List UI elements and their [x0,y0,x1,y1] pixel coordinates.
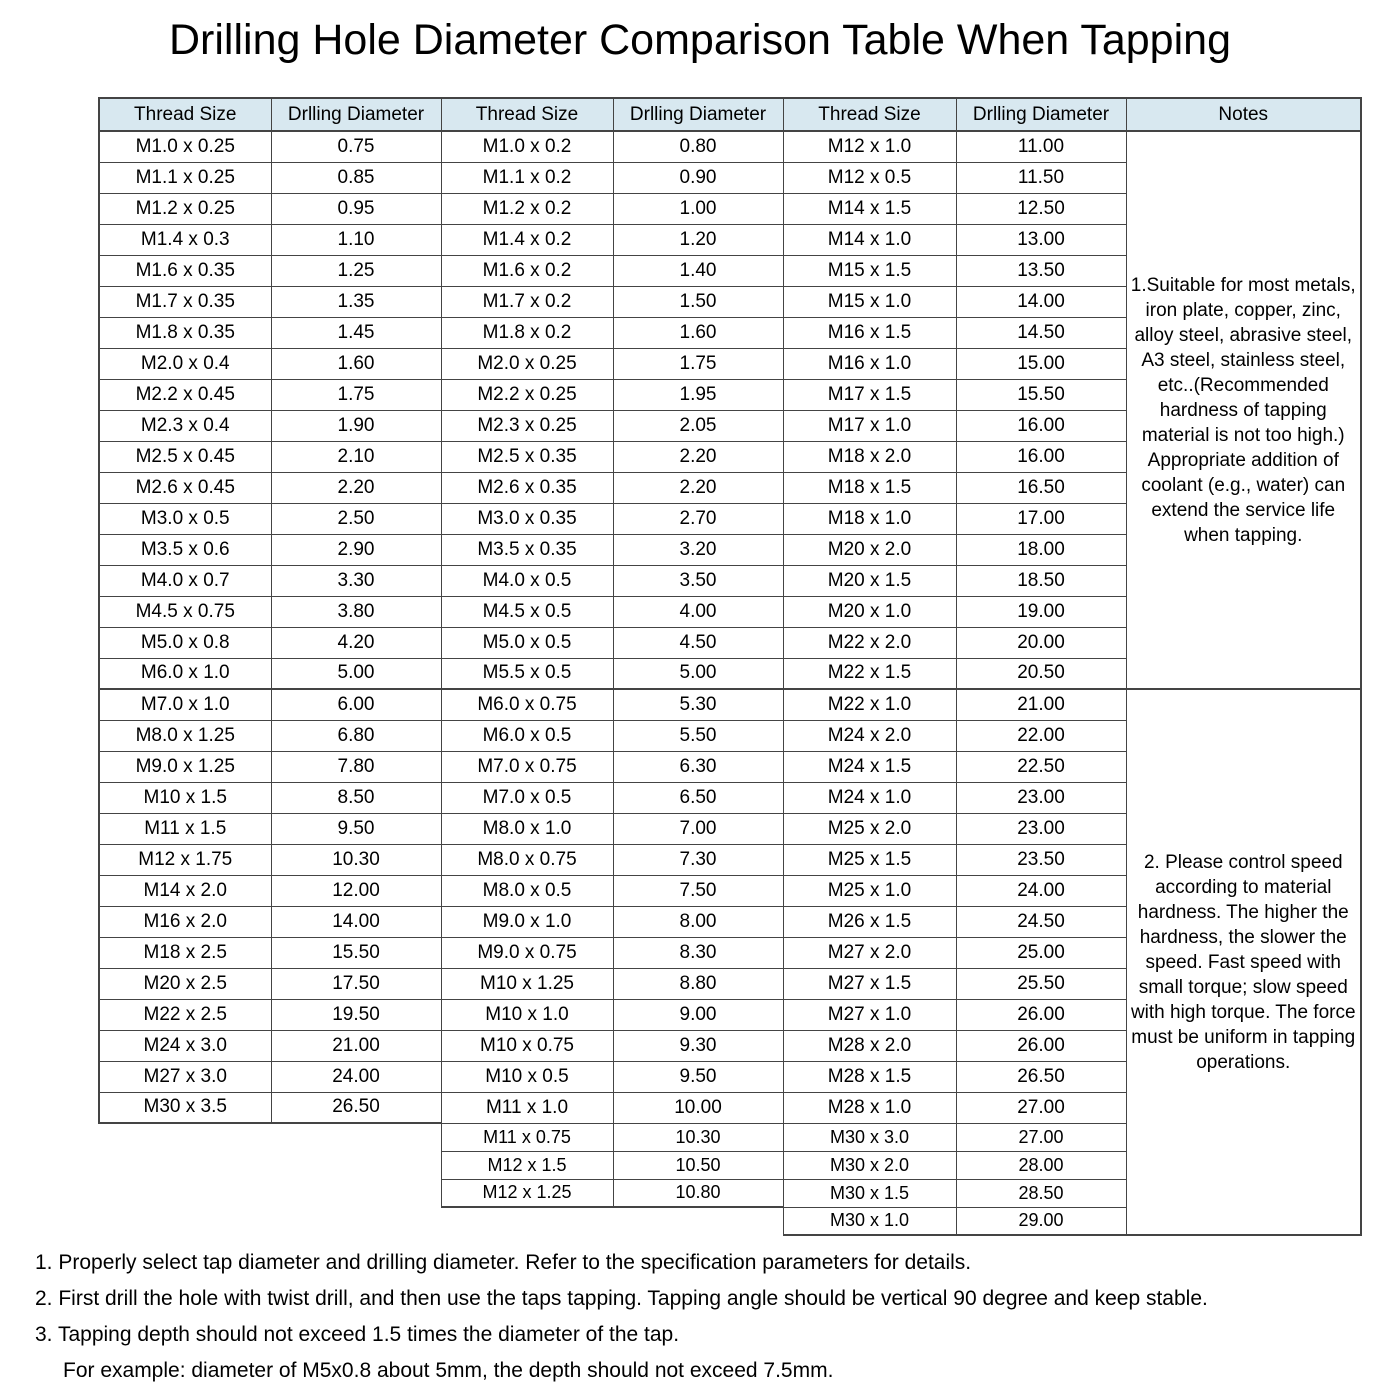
drilling-diameter-cell: 5.00 [613,658,783,689]
thread-size-cell: M1.7 x 0.35 [99,286,271,317]
column-header-thread-size-2: Thread Size [441,98,613,131]
drilling-diameter-cell: 1.00 [613,193,783,224]
footer-notes [35,1252,1375,1396]
drilling-diameter-cell: 1.25 [271,255,441,286]
drilling-diameter-cell: 14.50 [956,317,1126,348]
column-header-drilling-diameter-3: Drlling Diameter [956,98,1126,131]
column-header-notes: Notes [1126,98,1361,131]
thread-size-cell: M4.5 x 0.75 [99,596,271,627]
thread-size-cell: M25 x 1.0 [783,875,956,906]
drilling-diameter-cell: 19.50 [271,999,441,1030]
empty-cell [99,1123,271,1151]
drilling-diameter-cell: 4.50 [613,627,783,658]
thread-size-cell: M3.5 x 0.35 [441,534,613,565]
empty-cell [99,1207,271,1235]
drilling-diameter-cell: 26.50 [956,1061,1126,1092]
drilling-diameter-cell: 0.95 [271,193,441,224]
thread-size-cell: M10 x 1.0 [441,999,613,1030]
drilling-diameter-cell: 27.00 [956,1123,1126,1151]
drilling-diameter-cell: 16.00 [956,410,1126,441]
empty-cell [99,1179,271,1207]
thread-size-cell: M10 x 0.5 [441,1061,613,1092]
footer-note-3: 3. Tapping depth should not exceed 1.5 times the diameter of the tap. [35,1323,680,1346]
drilling-diameter-cell: 13.50 [956,255,1126,286]
column-header-drilling-diameter-1: Drlling Diameter [271,98,441,131]
thread-size-cell: M16 x 1.5 [783,317,956,348]
drilling-diameter-cell: 11.50 [956,162,1126,193]
notes-cell: 1.Suitable for most metals, iron plate, copper, zinc, alloy steel, abrasive steel, A3 steel, stainless steel, etc..(Recommended hardness of tapping material is not too high.) Appropriate addition of coolant (e.g., water) can extend the service life when tapping. [1126,131,1361,689]
thread-size-cell: M22 x 1.5 [783,658,956,689]
thread-size-cell: M18 x 1.0 [783,503,956,534]
thread-size-cell: M2.3 x 0.4 [99,410,271,441]
thread-size-cell: M14 x 1.5 [783,193,956,224]
drilling-diameter-cell: 10.50 [613,1151,783,1179]
drilling-diameter-cell: 4.20 [271,627,441,658]
thread-size-cell: M1.6 x 0.2 [441,255,613,286]
drilling-diameter-cell: 2.20 [613,472,783,503]
drilling-diameter-cell: 27.00 [956,1092,1126,1123]
thread-size-cell: M1.2 x 0.25 [99,193,271,224]
drilling-diameter-cell: 10.80 [613,1179,783,1207]
drilling-diameter-cell: 23.50 [956,844,1126,875]
table-row [99,131,1361,162]
thread-size-cell: M1.6 x 0.35 [99,255,271,286]
thread-size-cell: M9.0 x 1.25 [99,751,271,782]
drilling-diameter-cell: 21.00 [956,689,1126,720]
thread-size-cell: M4.0 x 0.5 [441,565,613,596]
column-header-thread-size-1: Thread Size [99,98,271,131]
empty-cell [271,1151,441,1179]
thread-size-cell: M2.3 x 0.25 [441,410,613,441]
drilling-diameter-cell: 1.60 [613,317,783,348]
thread-size-cell: M10 x 1.25 [441,968,613,999]
drilling-diameter-cell: 1.35 [271,286,441,317]
drilling-table [98,97,1362,1236]
thread-size-cell: M12 x 1.75 [99,844,271,875]
thread-size-cell: M7.0 x 1.0 [99,689,271,720]
thread-size-cell: M28 x 2.0 [783,1030,956,1061]
page-title: Drilling Hole Diameter Comparison Table When Tapping [169,16,1231,64]
thread-size-cell: M1.0 x 0.25 [99,131,271,162]
drilling-diameter-cell: 3.50 [613,565,783,596]
drilling-diameter-cell: 10.30 [613,1123,783,1151]
thread-size-cell: M2.0 x 0.4 [99,348,271,379]
drilling-diameter-cell: 8.80 [613,968,783,999]
footer-note-3-example: For example: diameter of M5x0.8 about 5mm, the depth should not exceed 7.5mm. [63,1359,834,1382]
thread-size-cell: M18 x 2.0 [783,441,956,472]
column-header-thread-size-3: Thread Size [783,98,956,131]
thread-size-cell: M1.2 x 0.2 [441,193,613,224]
drilling-diameter-cell: 23.00 [956,782,1126,813]
thread-size-cell: M10 x 0.75 [441,1030,613,1061]
drilling-diameter-cell: 1.75 [271,379,441,410]
thread-size-cell: M18 x 1.5 [783,472,956,503]
footer-note-1: 1. Properly select tap diameter and drilling diameter. Refer to the specification parameters for details. [35,1251,972,1274]
thread-size-cell: M1.7 x 0.2 [441,286,613,317]
thread-size-cell: M22 x 2.5 [99,999,271,1030]
thread-size-cell: M16 x 2.0 [99,906,271,937]
drilling-diameter-cell: 21.00 [271,1030,441,1061]
thread-size-cell: M1.1 x 0.2 [441,162,613,193]
thread-size-cell: M22 x 1.0 [783,689,956,720]
drilling-diameter-cell: 6.50 [613,782,783,813]
drilling-diameter-cell: 3.20 [613,534,783,565]
thread-size-cell: M14 x 2.0 [99,875,271,906]
thread-size-cell: M30 x 3.0 [783,1123,956,1151]
thread-size-cell: M3.0 x 0.5 [99,503,271,534]
drilling-diameter-cell: 22.50 [956,751,1126,782]
thread-size-cell: M8.0 x 1.25 [99,720,271,751]
thread-size-cell: M1.4 x 0.3 [99,224,271,255]
thread-size-cell: M7.0 x 0.5 [441,782,613,813]
drilling-diameter-cell: 25.00 [956,937,1126,968]
drilling-diameter-cell: 20.50 [956,658,1126,689]
thread-size-cell: M27 x 1.5 [783,968,956,999]
drilling-diameter-cell: 2.20 [271,472,441,503]
drilling-diameter-cell: 2.50 [271,503,441,534]
empty-cell [613,1207,783,1235]
drilling-diameter-cell: 8.50 [271,782,441,813]
drilling-diameter-cell: 18.00 [956,534,1126,565]
thread-size-cell: M9.0 x 1.0 [441,906,613,937]
thread-size-cell: M8.0 x 0.75 [441,844,613,875]
drilling-diameter-cell: 6.30 [613,751,783,782]
footer-note-2: 2. First drill the hole with twist drill, and then use the taps tapping. Tapping angle should be vertical 90 degree and keep stable. [35,1287,1208,1310]
thread-size-cell: M27 x 3.0 [99,1061,271,1092]
drilling-diameter-cell: 22.00 [956,720,1126,751]
drilling-diameter-cell: 12.50 [956,193,1126,224]
drilling-diameter-cell: 1.45 [271,317,441,348]
drilling-diameter-cell: 24.00 [271,1061,441,1092]
thread-size-cell: M1.0 x 0.2 [441,131,613,162]
drilling-diameter-cell: 13.00 [956,224,1126,255]
drilling-diameter-cell: 15.50 [956,379,1126,410]
drilling-diameter-cell: 0.90 [613,162,783,193]
thread-size-cell: M28 x 1.0 [783,1092,956,1123]
thread-size-cell: M25 x 2.0 [783,813,956,844]
thread-size-cell: M11 x 1.0 [441,1092,613,1123]
empty-cell [99,1151,271,1179]
drilling-diameter-cell: 2.20 [613,441,783,472]
thread-size-cell: M1.4 x 0.2 [441,224,613,255]
drilling-diameter-cell: 29.00 [956,1207,1126,1235]
drilling-diameter-cell: 15.00 [956,348,1126,379]
drilling-diameter-cell: 26.00 [956,1030,1126,1061]
drilling-diameter-cell: 12.00 [271,875,441,906]
drilling-diameter-cell: 28.50 [956,1179,1126,1207]
thread-size-cell: M17 x 1.0 [783,410,956,441]
column-header-drilling-diameter-2: Drlling Diameter [613,98,783,131]
drilling-diameter-cell: 17.00 [956,503,1126,534]
drilling-diameter-cell: 1.10 [271,224,441,255]
empty-cell [271,1179,441,1207]
table-row [99,689,1361,720]
thread-size-cell: M15 x 1.5 [783,255,956,286]
drilling-diameter-cell: 28.00 [956,1151,1126,1179]
thread-size-cell: M2.2 x 0.25 [441,379,613,410]
drilling-diameter-cell: 20.00 [956,627,1126,658]
drilling-diameter-cell: 9.50 [613,1061,783,1092]
drilling-diameter-cell: 9.30 [613,1030,783,1061]
drilling-diameter-cell: 14.00 [271,906,441,937]
thread-size-cell: M11 x 1.5 [99,813,271,844]
thread-size-cell: M2.5 x 0.45 [99,441,271,472]
drilling-diameter-cell: 16.00 [956,441,1126,472]
thread-size-cell: M5.0 x 0.5 [441,627,613,658]
thread-size-cell: M8.0 x 0.5 [441,875,613,906]
drilling-diameter-cell: 7.80 [271,751,441,782]
drilling-diameter-cell: 1.75 [613,348,783,379]
thread-size-cell: M12 x 1.0 [783,131,956,162]
drilling-diameter-cell: 5.00 [271,658,441,689]
thread-size-cell: M12 x 1.5 [441,1151,613,1179]
drilling-diameter-cell: 1.50 [613,286,783,317]
thread-size-cell: M3.0 x 0.35 [441,503,613,534]
drilling-diameter-cell: 3.30 [271,565,441,596]
drilling-diameter-cell: 10.00 [613,1092,783,1123]
drilling-diameter-cell: 2.70 [613,503,783,534]
thread-size-cell: M11 x 0.75 [441,1123,613,1151]
drilling-diameter-cell: 1.40 [613,255,783,286]
thread-size-cell: M18 x 2.5 [99,937,271,968]
drilling-diameter-cell: 18.50 [956,565,1126,596]
thread-size-cell: M8.0 x 1.0 [441,813,613,844]
thread-size-cell: M12 x 1.25 [441,1179,613,1207]
thread-size-cell: M5.0 x 0.8 [99,627,271,658]
drilling-diameter-cell: 0.85 [271,162,441,193]
drilling-diameter-cell: 6.80 [271,720,441,751]
thread-size-cell: M22 x 2.0 [783,627,956,658]
thread-size-cell: M30 x 2.0 [783,1151,956,1179]
empty-cell [441,1207,613,1235]
thread-size-cell: M30 x 1.5 [783,1179,956,1207]
drilling-diameter-cell: 19.00 [956,596,1126,627]
drilling-diameter-cell: 7.50 [613,875,783,906]
thread-size-cell: M2.6 x 0.45 [99,472,271,503]
thread-size-cell: M20 x 1.5 [783,565,956,596]
drilling-diameter-cell: 9.00 [613,999,783,1030]
thread-size-cell: M1.8 x 0.2 [441,317,613,348]
thread-size-cell: M2.6 x 0.35 [441,472,613,503]
drilling-diameter-cell: 8.00 [613,906,783,937]
drilling-diameter-cell: 7.30 [613,844,783,875]
thread-size-cell: M7.0 x 0.75 [441,751,613,782]
thread-size-cell: M5.5 x 0.5 [441,658,613,689]
drilling-diameter-cell: 4.00 [613,596,783,627]
thread-size-cell: M27 x 1.0 [783,999,956,1030]
drilling-diameter-cell: 15.50 [271,937,441,968]
thread-size-cell: M28 x 1.5 [783,1061,956,1092]
drilling-diameter-cell: 10.30 [271,844,441,875]
drilling-diameter-cell: 5.50 [613,720,783,751]
drilling-diameter-cell: 11.00 [956,131,1126,162]
thread-size-cell: M1.8 x 0.35 [99,317,271,348]
thread-size-cell: M6.0 x 1.0 [99,658,271,689]
thread-size-cell: M1.1 x 0.25 [99,162,271,193]
drilling-diameter-cell: 7.00 [613,813,783,844]
thread-size-cell: M10 x 1.5 [99,782,271,813]
drilling-diameter-cell: 6.00 [271,689,441,720]
drilling-diameter-cell: 2.05 [613,410,783,441]
drilling-diameter-cell: 23.00 [956,813,1126,844]
thread-size-cell: M24 x 1.5 [783,751,956,782]
thread-size-cell: M20 x 2.5 [99,968,271,999]
thread-size-cell: M6.0 x 0.5 [441,720,613,751]
drilling-diameter-cell: 26.50 [271,1092,441,1123]
thread-size-cell: M2.2 x 0.45 [99,379,271,410]
thread-size-cell: M2.5 x 0.35 [441,441,613,472]
thread-size-cell: M15 x 1.0 [783,286,956,317]
thread-size-cell: M27 x 2.0 [783,937,956,968]
thread-size-cell: M30 x 3.5 [99,1092,271,1123]
drilling-diameter-cell: 8.30 [613,937,783,968]
thread-size-cell: M6.0 x 0.75 [441,689,613,720]
drilling-diameter-cell: 9.50 [271,813,441,844]
thread-size-cell: M24 x 2.0 [783,720,956,751]
thread-size-cell: M16 x 1.0 [783,348,956,379]
thread-size-cell: M2.0 x 0.25 [441,348,613,379]
drilling-diameter-cell: 24.50 [956,906,1126,937]
drilling-diameter-cell: 0.75 [271,131,441,162]
drilling-diameter-cell: 2.90 [271,534,441,565]
thread-size-cell: M17 x 1.5 [783,379,956,410]
empty-cell [271,1207,441,1235]
drilling-diameter-cell: 14.00 [956,286,1126,317]
thread-size-cell: M9.0 x 0.75 [441,937,613,968]
drilling-diameter-cell: 1.20 [613,224,783,255]
drilling-diameter-cell: 24.00 [956,875,1126,906]
thread-size-cell: M26 x 1.5 [783,906,956,937]
thread-size-cell: M30 x 1.0 [783,1207,956,1235]
drilling-diameter-cell: 25.50 [956,968,1126,999]
empty-cell [271,1123,441,1151]
drilling-diameter-cell: 26.00 [956,999,1126,1030]
drilling-diameter-cell: 3.80 [271,596,441,627]
drilling-diameter-cell: 17.50 [271,968,441,999]
drilling-diameter-cell: 1.95 [613,379,783,410]
thread-size-cell: M20 x 1.0 [783,596,956,627]
thread-size-cell: M24 x 3.0 [99,1030,271,1061]
drilling-diameter-cell: 1.60 [271,348,441,379]
thread-size-cell: M4.5 x 0.5 [441,596,613,627]
drilling-diameter-cell: 16.50 [956,472,1126,503]
thread-size-cell: M14 x 1.0 [783,224,956,255]
drilling-diameter-cell: 0.80 [613,131,783,162]
thread-size-cell: M24 x 1.0 [783,782,956,813]
thread-size-cell: M3.5 x 0.6 [99,534,271,565]
drilling-diameter-cell: 2.10 [271,441,441,472]
drilling-diameter-cell: 5.30 [613,689,783,720]
header-row [99,98,1361,131]
drilling-diameter-cell: 1.90 [271,410,441,441]
notes-cell: 2. Please control speed according to material hardness. The higher the hardness, the slower the speed. Fast speed with small torque; slow speed with high torque. The force must be uniform in tapping operations. [1126,689,1361,1235]
thread-size-cell: M4.0 x 0.7 [99,565,271,596]
thread-size-cell: M25 x 1.5 [783,844,956,875]
table-body [99,131,1361,1235]
thread-size-cell: M20 x 2.0 [783,534,956,565]
thread-size-cell: M12 x 0.5 [783,162,956,193]
